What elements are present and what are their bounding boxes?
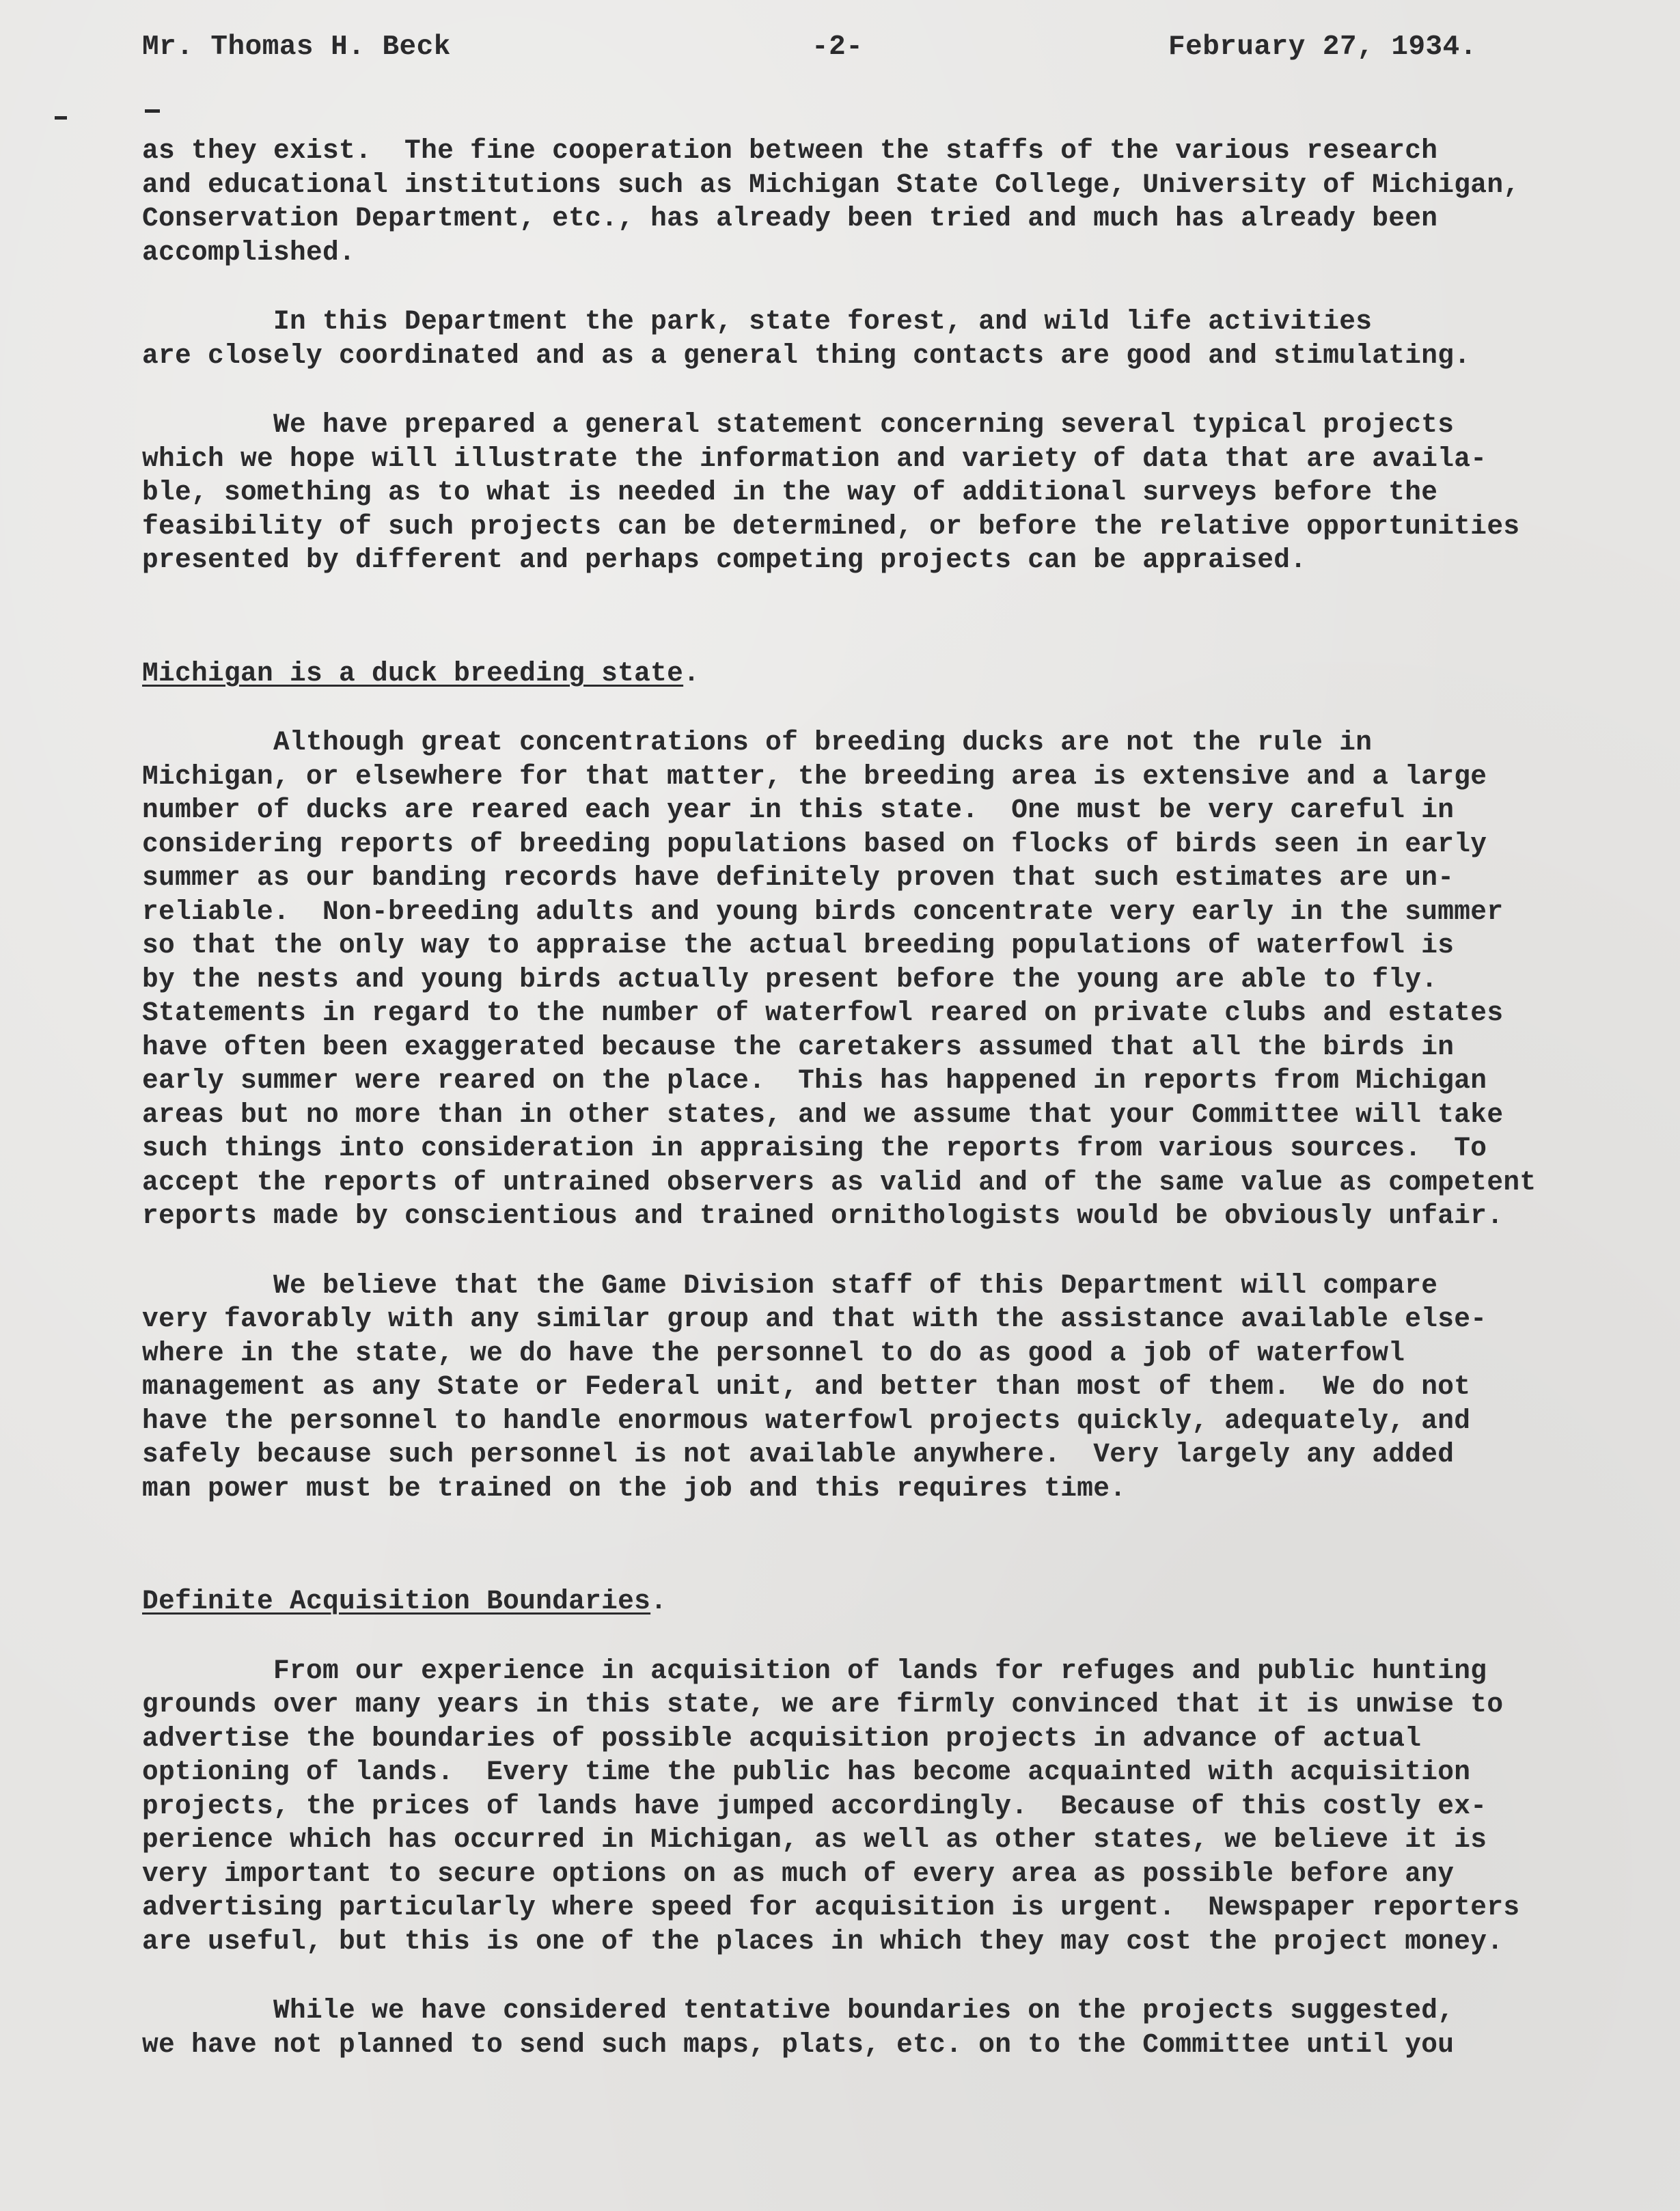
text-line: Statements in regard to the number of waterfowl reared on private clubs and estates: [142, 998, 1504, 1028]
text-line: We have prepared a general statement concerning several typical projects: [142, 409, 1455, 440]
paragraph-continuation: [142, 134, 1604, 269]
text-line: where in the state, we do have the personnel to do as good a job of waterfowl: [142, 1337, 1405, 1369]
margin-mark: [145, 109, 160, 113]
text-line: have the personnel to handle enormous waterfowl projects quickly, adequately, and: [142, 1405, 1471, 1436]
text-line: While we have considered tentative boundaries on the projects suggested,: [142, 1995, 1455, 2026]
text-line: have often been exaggerated because the caretakers assumed that all the birds in: [142, 1031, 1455, 1062]
heading-text: Michigan is a duck breeding state: [142, 657, 684, 689]
text-line: reliable. Non-breeding adults and young birds concentrate very early in the summer: [142, 896, 1504, 927]
text-line: projects, the prices of lands have jumped accordingly. Because of this costly ex-: [142, 1790, 1487, 1822]
section-heading-acquisition-boundaries: [142, 1584, 1604, 1619]
text-line: summer as our banding records have definitely proven that such estimates are un-: [142, 862, 1455, 893]
text-line: ble, something as to what is needed in the way of additional surveys before the: [142, 477, 1438, 508]
text-line: In this Department the park, state forest, and wild life activities: [142, 306, 1373, 337]
heading-text: Definite Acquisition Boundaries: [142, 1586, 651, 1617]
section-heading-duck-breeding: [142, 657, 1604, 691]
text-line: as they exist. The fine cooperation between the staffs of the various research: [142, 135, 1438, 166]
text-line: accept the reports of untrained observers as valid and of the same value as competent: [142, 1166, 1537, 1198]
text-line: feasibility of such projects can be determined, or before the relative opportunities: [142, 510, 1520, 542]
letter-date: February 27, 1934.: [1168, 31, 1477, 63]
page-number: -2-: [812, 31, 864, 63]
paragraph-breeding-populations: [142, 726, 1604, 1233]
paragraph-acquisition-experience: [142, 1654, 1604, 1959]
text-line: Conservation Department, etc., has already been tried and much has already been: [142, 203, 1438, 234]
text-line: advertising particularly where speed for acquisition is urgent. Newspaper reporters: [142, 1892, 1520, 1923]
text-line: by the nests and young birds actually present before the young are able to fly.: [142, 963, 1438, 995]
margin-mark: [55, 116, 67, 120]
page-header: [142, 31, 1481, 72]
text-line: presented by different and perhaps competing projects can be appraised.: [142, 545, 1307, 575]
text-line: accomplished.: [142, 236, 356, 268]
text-line: areas but no more than in other states, and we assume that your Committee will take: [142, 1099, 1504, 1130]
text-line: very important to secure options on as much of every area as possible before any: [142, 1858, 1455, 1889]
paragraph-coordination: [142, 305, 1604, 372]
text-line: which we hope will illustrate the information and variety of data that are availa-: [142, 443, 1487, 474]
text-line: safely because such personnel is not available anywhere. Very largely any added: [142, 1439, 1455, 1470]
text-line: are useful, but this is one of the places in which they may cost the project money.: [142, 1925, 1504, 1957]
text-line: From our experience in acquisition of lands for refuges and public hunting: [142, 1655, 1487, 1686]
text-line: Michigan, or elsewhere for that matter, the breeding area is extensive and a large: [142, 760, 1487, 792]
text-line: man power must be trained on the job and this requires time.: [142, 1472, 1127, 1504]
text-line: management as any State or Federal unit, and better than most of them. We do not: [142, 1371, 1471, 1402]
text-line: very favorably with any similar group and that with the assistance available else-: [142, 1304, 1487, 1334]
text-line: We believe that the Game Division staff of this Department will compare: [142, 1269, 1438, 1301]
text-line: considering reports of breeding populations based on flocks of birds seen in early: [142, 828, 1487, 860]
text-line: early summer were reared on the place. This has happened in reports from Michigan: [142, 1065, 1487, 1096]
heading-period: .: [650, 1586, 667, 1617]
text-line: reports made by conscientious and trained ornithologists would be obviously unfair.: [142, 1200, 1504, 1231]
letter-body: [142, 134, 1604, 2061]
text-line: advertise the boundaries of possible acquisition projects in advance of actual: [142, 1722, 1422, 1754]
text-line: so that the only way to appraise the actual breeding populations of waterfowl is: [142, 930, 1455, 961]
text-line: are closely coordinated and as a general thing contacts are good and stimulating.: [142, 340, 1471, 371]
recipient-name: Mr. Thomas H. Beck: [142, 31, 451, 63]
text-line: perience which has occurred in Michigan, as well as other states, we believe it is: [142, 1824, 1487, 1855]
paragraph-tentative-boundaries: [142, 1994, 1604, 2061]
heading-period: .: [683, 657, 700, 689]
text-line: optioning of lands. Every time the public has become acquainted with acquisition: [142, 1757, 1471, 1787]
text-line: grounds over many years in this state, we are firmly convinced that it is unwise to: [142, 1689, 1504, 1720]
text-line: number of ducks are reared each year in this state. One must be very careful in: [142, 795, 1455, 825]
text-line: we have not planned to send such maps, plats, etc. on to the Committee until you: [142, 2029, 1455, 2060]
paragraph-game-division-staff: [142, 1269, 1604, 1506]
text-line: and educational institutions such as Michigan State College, University of Michigan,: [142, 169, 1520, 200]
text-line: Although great concentrations of breeding ducks are not the rule in: [142, 727, 1373, 758]
text-line: such things into consideration in appraising the reports from various sources. To: [142, 1133, 1487, 1164]
paragraph-projects-statement: [142, 408, 1604, 577]
